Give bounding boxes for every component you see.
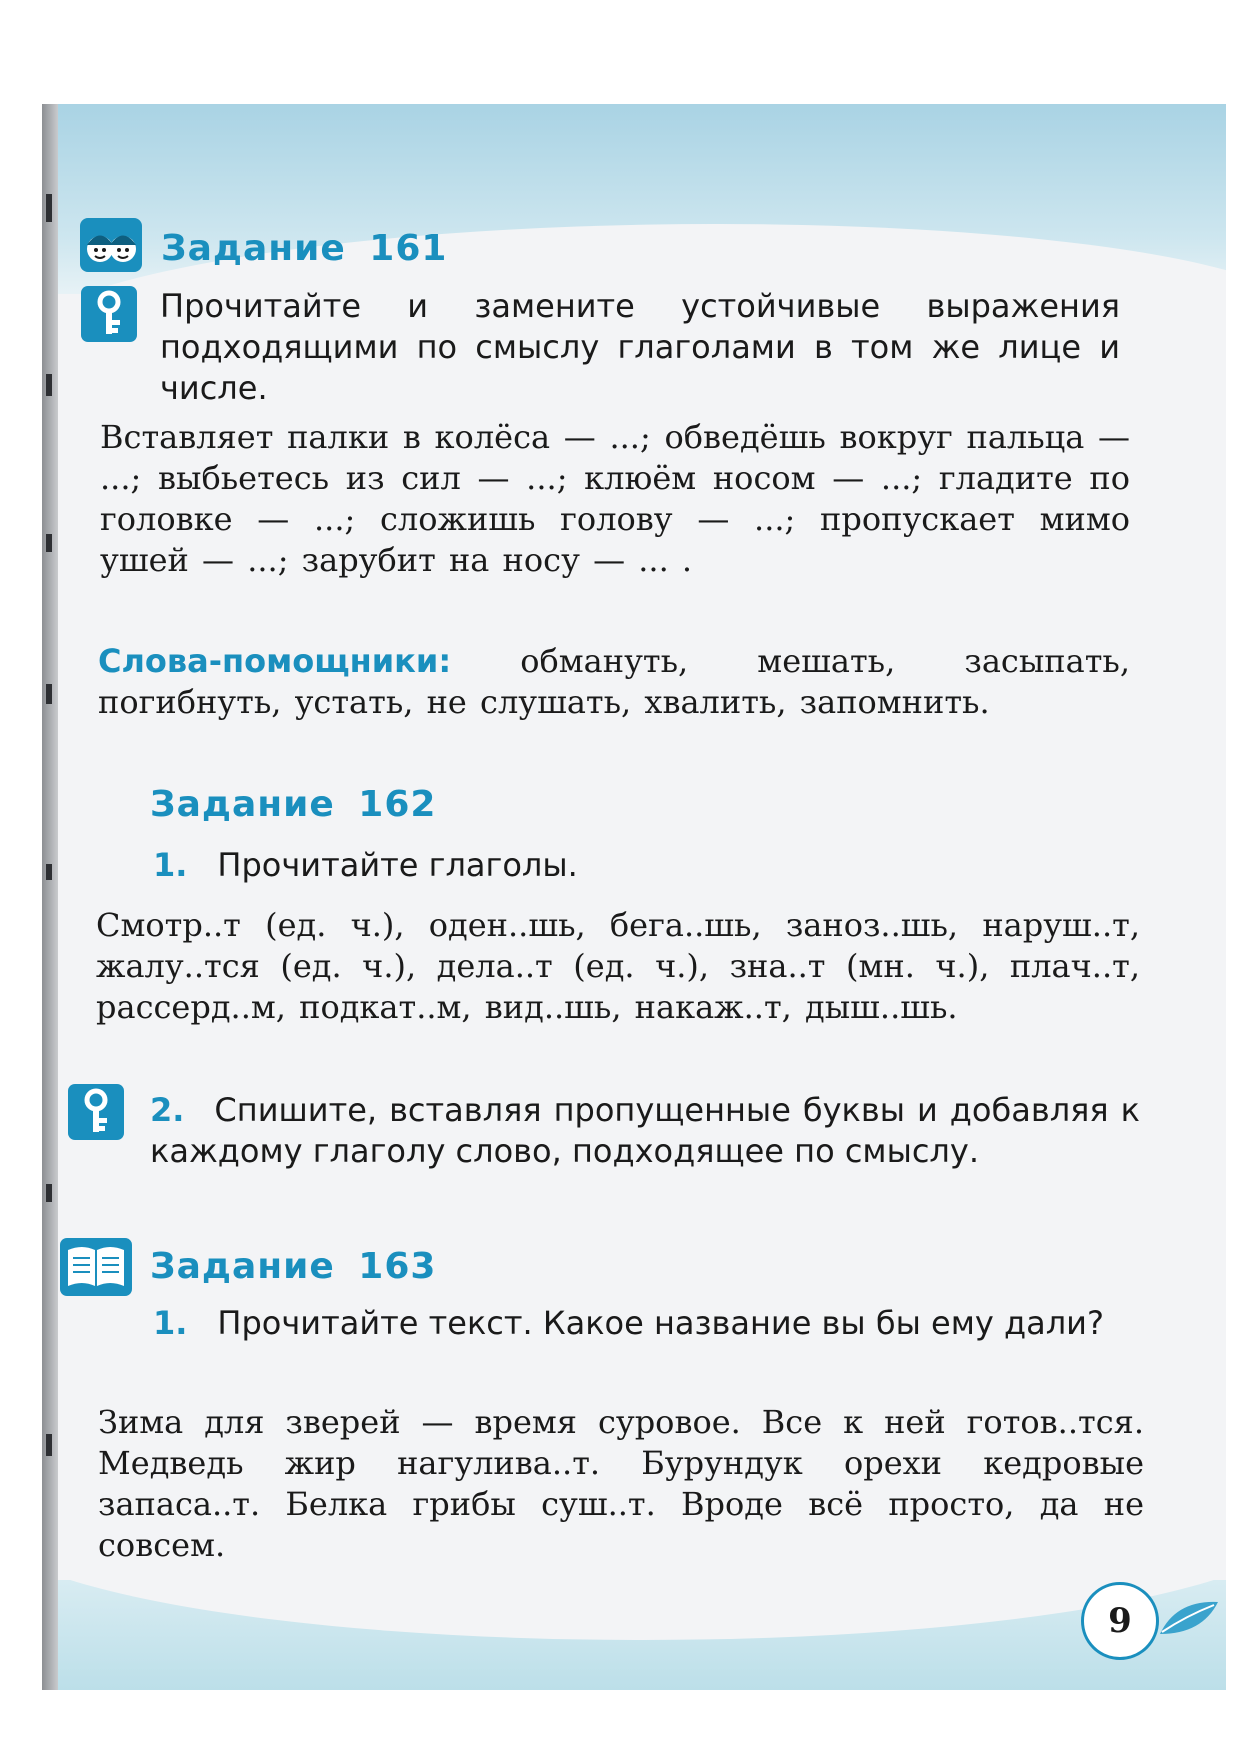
edge-mark <box>46 864 52 880</box>
step-number: 1. <box>153 1304 188 1342</box>
task-163-text: Зима для зверей — время суровое. Все к ней готов..тся. Медведь жир нагулива..т. Бурундук орехи кедровые запаса..т. Белка грибы суш..т. Вроде всё просто, да не совсем. <box>98 1403 1144 1564</box>
leaf-icon <box>1158 1598 1220 1638</box>
task-162-step-1 <box>153 845 1113 886</box>
step-number: 2. <box>150 1091 185 1129</box>
helpers-words: обмануть, мешать, засыпать, погибнуть, устать, не слушать, хвалить, запомнить. <box>98 642 1131 721</box>
edge-mark <box>46 1434 52 1456</box>
task-161-instruction: Прочитайте и замените устойчивые выражения подходящими по смыслу глаголами в том же лице и числе. <box>160 287 1120 407</box>
edge-mark <box>46 534 52 552</box>
edge-mark <box>46 1184 52 1202</box>
key-icon <box>68 1084 124 1140</box>
task-163-title: Задание 163 <box>150 1246 437 1287</box>
task-162-title: Задание 162 <box>150 784 437 825</box>
book-icon <box>60 1238 132 1296</box>
step-text: Прочитайте текст. Какое название вы бы ему дали? <box>217 1304 1104 1342</box>
step-number: 1. <box>153 846 188 884</box>
step-text: Прочитайте глаголы. <box>217 846 578 884</box>
pair-work-icon <box>80 218 142 272</box>
task-162-step-2 <box>150 1090 1140 1172</box>
page-number: 9 <box>1081 1582 1159 1660</box>
task-163-step-1 <box>153 1303 1143 1344</box>
task-161-title: Задание 161 <box>161 228 448 269</box>
step-text: Спишите, вставляя пропущенные буквы и добавляя к каждому глаголу слово, подходящее по смыслу. <box>150 1091 1140 1170</box>
task-162-verbs: Смотр..т (ед. ч.), оден..шь, бега..шь, заноз..шь, наруш..т, жалу..тся (ед. ч.), дела..т (ед. ч.), зна..т (мн. ч.), плач..т, рассерд..м, подкат..м, вид..шь, накаж..т, дыш..шь. <box>96 906 1140 1026</box>
task-161-helpers <box>98 641 1130 723</box>
helpers-label: Слова-помощники: <box>98 642 452 680</box>
task-161-text: Вставляет палки в колёса — ...; обведёшь вокруг пальца — ...; выбьетесь из сил — ...; клюём носом — ...; гладите по головке — ...; сложишь голову — ...; пропускает мимо ушей — ...; зарубит на носу — ... . <box>100 418 1130 579</box>
edge-mark <box>46 194 52 222</box>
edge-mark <box>46 684 52 704</box>
key-icon <box>81 286 137 342</box>
edge-mark <box>46 374 52 396</box>
